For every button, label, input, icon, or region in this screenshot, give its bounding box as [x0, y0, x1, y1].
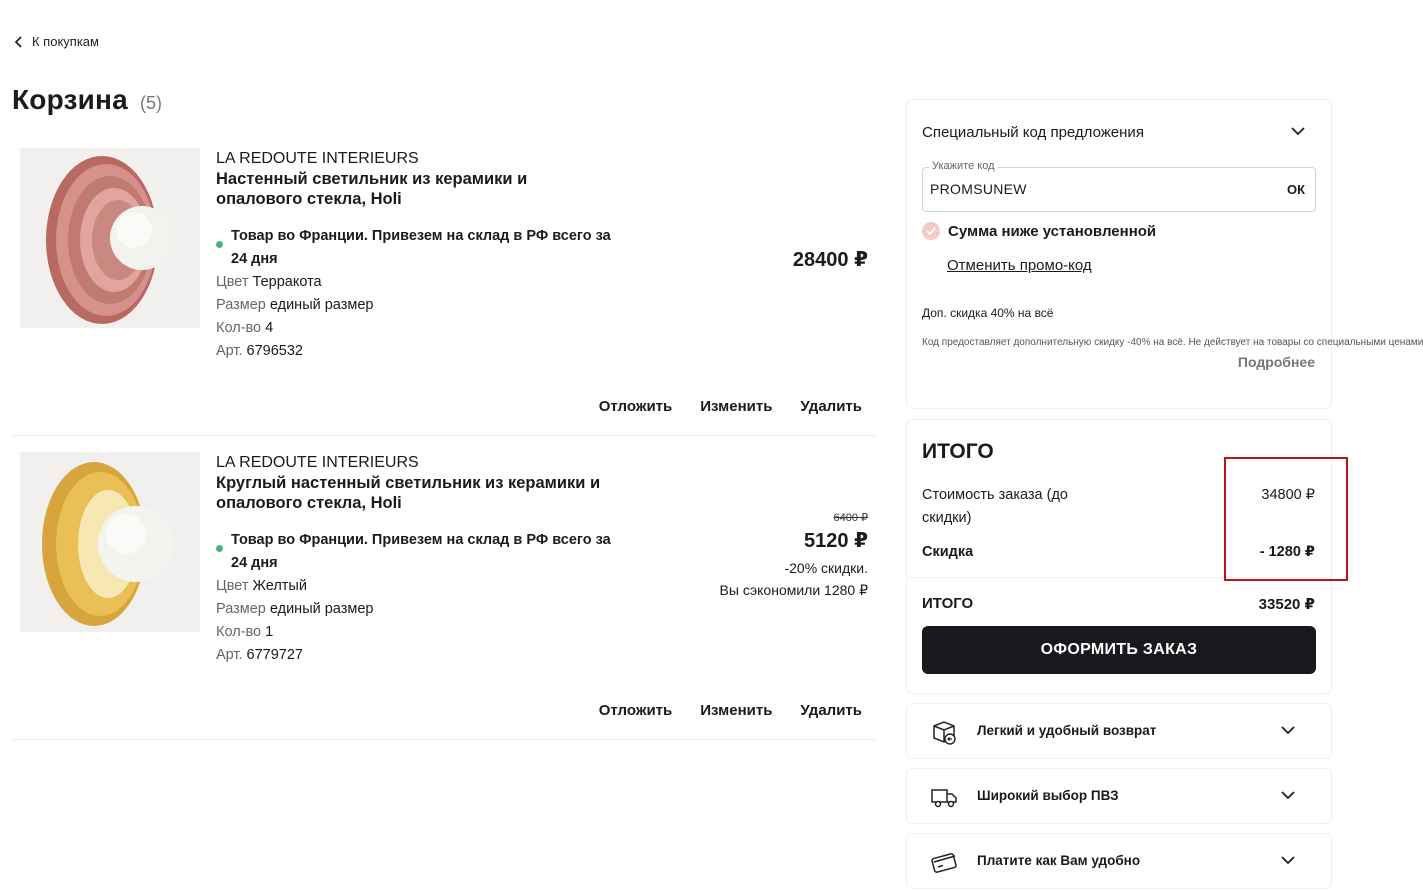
promo-status-text: Сумма ниже установленной: [948, 222, 1157, 240]
page-title: Корзина: [12, 84, 128, 115]
item-color: Цвет Желтый: [216, 578, 307, 594]
total-label: ИТОГО: [922, 595, 974, 612]
promo-description: Код предоставляет дополнительную скидку -40% на всё. Не действует на товары со специальными ценами: [922, 337, 1423, 348]
discount-value: - 1280 ₽: [1259, 544, 1315, 560]
promo-field-label: Укажите код: [929, 160, 998, 172]
item-price: 5120 ₽: [804, 530, 868, 552]
apply-promo-button[interactable]: ОК: [1286, 182, 1305, 197]
promo-code-input[interactable]: PROMSUNEW: [930, 181, 1027, 197]
item-price-block: [720, 511, 868, 601]
item-article: Арт. 6796532: [216, 343, 303, 359]
chevron-down-icon: [1281, 725, 1295, 735]
item-size: Размер единый размер: [216, 297, 374, 313]
cart-item: [12, 444, 876, 740]
product-image[interactable]: [20, 452, 200, 632]
back-to-shopping-link[interactable]: [14, 34, 99, 49]
item-quantity: Кол-во 1: [216, 624, 274, 640]
feature-pickup-points[interactable]: [906, 768, 1332, 824]
shipping-text: Товар во Франции. Привезем на склад в РФ всего за 24 дня: [231, 228, 611, 267]
feature-payment[interactable]: [906, 833, 1332, 889]
item-price-block: [793, 247, 868, 272]
item-brand[interactable]: LA REDOUTE INTERIEURS: [216, 454, 419, 471]
subtotal-value: 34800 ₽: [1261, 487, 1315, 503]
item-saved-note: Вы сэкономили 1280 ₽: [719, 582, 868, 598]
total-row: [922, 595, 1315, 613]
promo-header[interactable]: Специальный код предложения: [922, 124, 1144, 141]
feature-label: Широкий выбор ПВЗ: [977, 788, 1119, 803]
shipping-text: Товар во Франции. Привезем на склад в РФ всего за 24 дня: [231, 532, 611, 571]
summary-title: ИТОГО: [922, 440, 994, 463]
item-actions: [599, 398, 862, 415]
item-info: [216, 149, 616, 363]
status-dot-icon: [216, 241, 223, 248]
subtotal-label: Стоимость заказа (до скидки): [922, 487, 1068, 526]
chevron-left-icon: [14, 36, 24, 48]
item-name[interactable]: Настенный светильник из керамики и опалового стекла, Holi: [216, 170, 528, 208]
total-value: 33520 ₽: [1258, 596, 1315, 613]
order-summary: [906, 419, 1332, 694]
highlight-box: [1224, 457, 1348, 581]
check-icon: [922, 222, 940, 240]
feature-label: Легкий и удобный возврат: [977, 723, 1157, 738]
promo-code-field[interactable]: [922, 160, 1316, 212]
item-color: Цвет Терракота: [216, 274, 322, 290]
feature-return[interactable]: [906, 703, 1332, 759]
cancel-promo-link[interactable]: Отменить промо-код: [947, 257, 1092, 274]
feature-label: Платите как Вам удобно: [977, 853, 1141, 868]
item-info: [216, 453, 616, 667]
cart-item: [12, 140, 876, 436]
more-details-link[interactable]: Подробнее: [1237, 354, 1315, 370]
checkout-button[interactable]: ОФОРМИТЬ ЗАКАЗ: [922, 626, 1316, 674]
item-actions: [599, 702, 862, 719]
back-label: К покупкам: [32, 34, 99, 49]
status-dot-icon: [216, 545, 223, 552]
cart-count: (5): [139, 93, 162, 113]
item-name[interactable]: Круглый настенный светильник из керамики и опалового стекла, Holi: [216, 474, 601, 512]
product-image[interactable]: [20, 148, 200, 328]
item-quantity: Кол-во 4: [216, 320, 274, 336]
shipping-info: [216, 225, 616, 271]
shipping-info: [216, 529, 616, 575]
postpone-button[interactable]: Отложить: [598, 398, 673, 415]
chevron-down-icon: [1281, 855, 1295, 865]
chevron-up-icon[interactable]: [1291, 126, 1305, 136]
item-article: Арт. 6779727: [216, 647, 303, 663]
delete-button[interactable]: Удалить: [800, 398, 862, 415]
postpone-button[interactable]: Отложить: [598, 702, 673, 719]
promo-panel: [906, 99, 1423, 409]
extra-discount-text: Доп. скидка 40% на всё: [922, 306, 1054, 320]
edit-button[interactable]: Изменить: [700, 702, 773, 719]
discount-label: Скидка: [922, 544, 974, 560]
item-brand[interactable]: LA REDOUTE INTERIEURS: [216, 150, 419, 167]
chevron-down-icon: [1281, 790, 1295, 800]
cart-header: [12, 84, 162, 116]
edit-button[interactable]: Изменить: [700, 398, 773, 415]
item-discount-note: -20% скидки.: [784, 560, 868, 576]
item-price: 28400 ₽: [792, 249, 868, 271]
delivery-truck-icon: [930, 783, 958, 811]
item-old-price: 6400 ₽: [833, 512, 868, 524]
promo-status: [922, 222, 1156, 240]
payment-card-icon: [930, 848, 958, 876]
item-size: Размер единый размер: [216, 601, 374, 617]
delete-button[interactable]: Удалить: [800, 702, 862, 719]
return-box-icon: [930, 718, 958, 746]
